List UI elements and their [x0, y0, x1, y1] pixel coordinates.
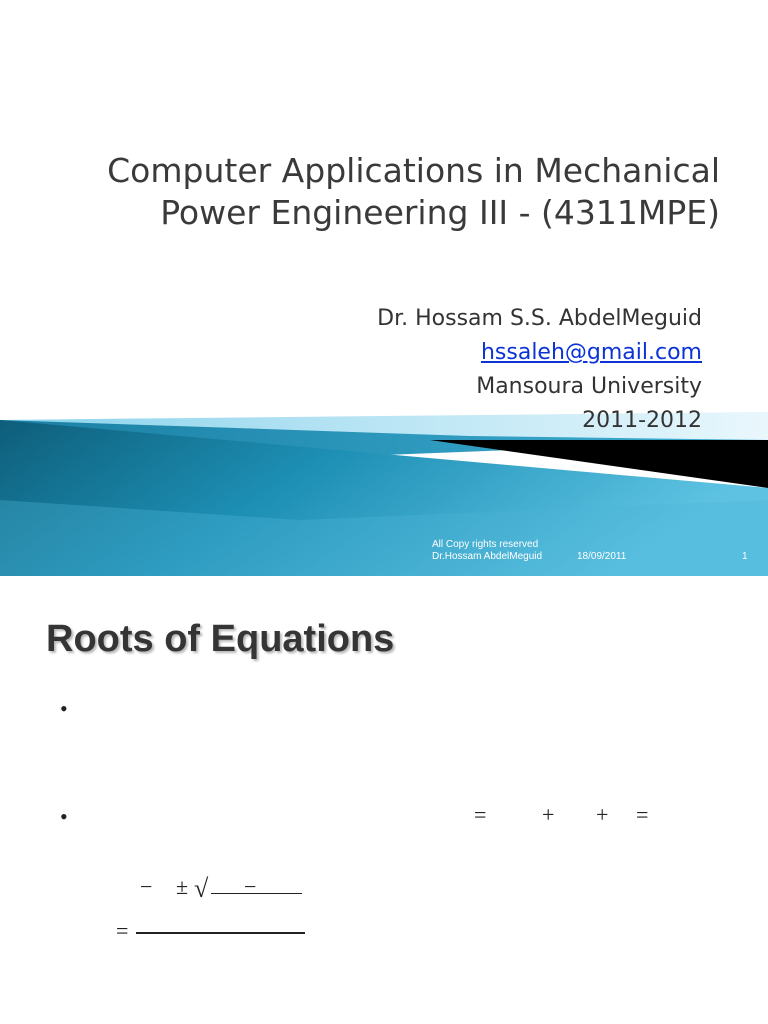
footer-copyright-line-2: Dr.Hossam AbdelMeguid	[432, 551, 543, 562]
title-line-2: Power Engineering III - (4311MPE)	[160, 193, 720, 232]
academic-year: 2011-2012	[582, 408, 702, 433]
email-link[interactable]: hssaleh@gmail.com	[480, 340, 702, 365]
footer-page-number: 1	[742, 551, 748, 562]
roots-slide	[0, 576, 768, 1024]
equals-symbol-1: =	[474, 802, 487, 827]
university: Mansoura University	[476, 374, 702, 399]
title-line-1: Computer Applications in Mechanical	[107, 151, 720, 190]
plus-symbol-2: +	[596, 802, 609, 827]
slide-title	[80, 150, 720, 234]
footer-copyright-line-1: All Copy rights reserved	[432, 539, 539, 550]
equals-symbol-2: =	[636, 802, 649, 827]
bullet-2: •	[60, 804, 68, 829]
formula-minus-1: −	[140, 874, 153, 899]
formula-minus-2: −	[244, 874, 257, 899]
footer-copyright	[432, 539, 542, 563]
formula-equals: =	[116, 918, 129, 943]
formula-sqrt: √	[194, 874, 209, 903]
plus-symbol-1: +	[542, 802, 555, 827]
bullet-1: •	[60, 696, 68, 721]
author-block	[200, 302, 702, 438]
author-name: Dr. Hossam S.S. AbdelMeguid	[377, 306, 702, 331]
footer-date: 18/09/2011	[577, 551, 627, 562]
slide-heading: Roots of Equations	[46, 618, 395, 660]
formula-plus-minus: ±	[176, 874, 189, 899]
fraction-bar	[136, 932, 305, 934]
sqrt-overline	[211, 893, 302, 894]
